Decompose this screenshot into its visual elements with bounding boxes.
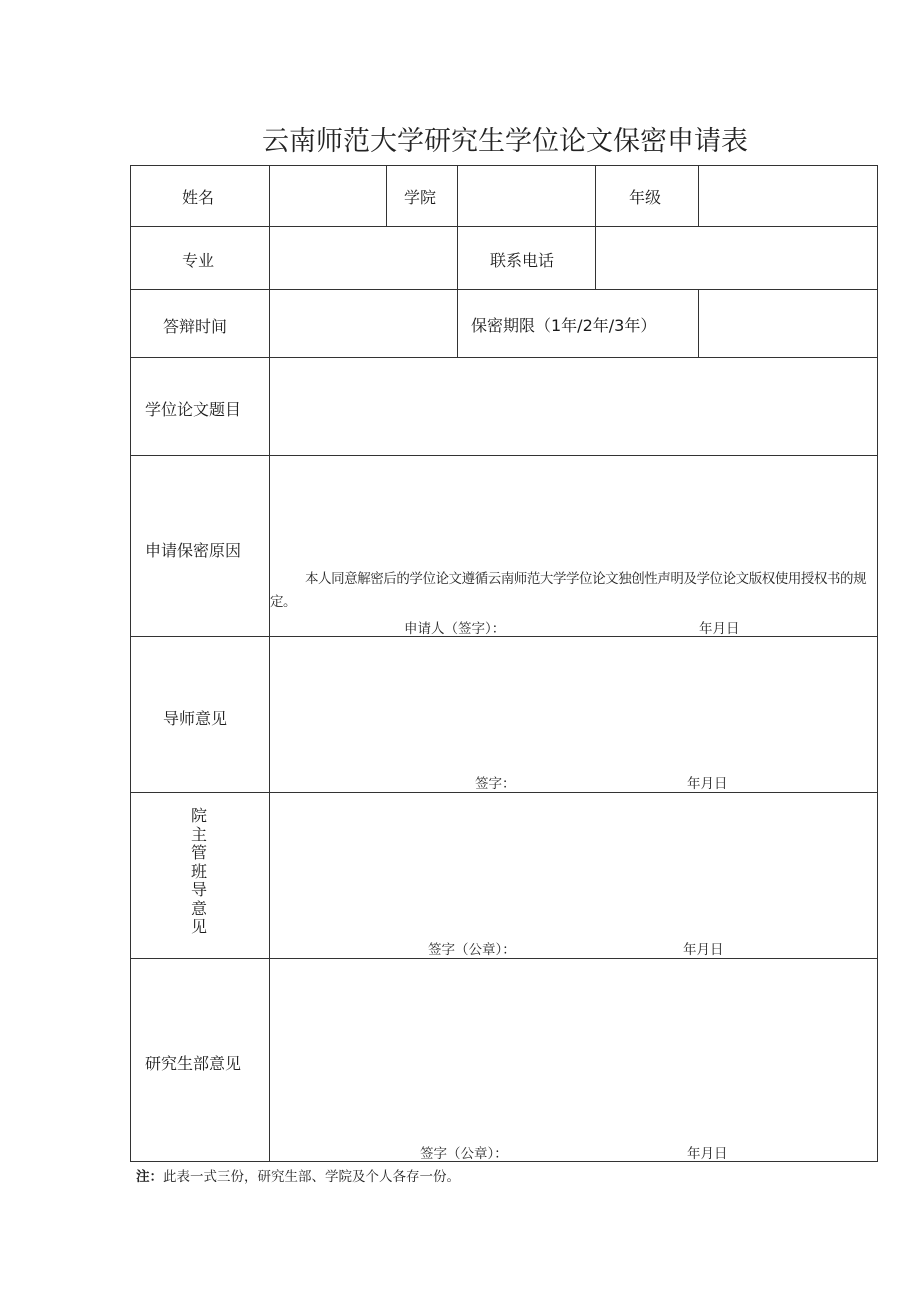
college-seal-signature-label: 签字（公章）： xyxy=(428,942,516,958)
footnote-text: 此表一式三份，研究生部、学院及个人各存一份。 xyxy=(163,1169,460,1185)
row-divider xyxy=(130,289,878,290)
graduate-seal-date: 年月日 xyxy=(687,1146,728,1162)
major-input-cell[interactable] xyxy=(272,229,455,287)
graduate-dept-opinion-input-cell[interactable] xyxy=(272,961,875,1136)
row-divider xyxy=(130,958,878,959)
phone-input-cell[interactable] xyxy=(598,229,875,287)
label-reason: 申请保密原因 xyxy=(145,541,242,560)
footnote xyxy=(136,1165,460,1185)
form-title: 云南师范大学研究生学位论文保密申请表 xyxy=(262,126,748,157)
college-input-cell[interactable] xyxy=(460,168,593,224)
label-thesis-title: 学位论文题目 xyxy=(145,400,242,419)
college-leader-opinion-input-cell[interactable] xyxy=(272,795,875,933)
column-divider xyxy=(595,165,596,290)
applicant-signature-label: 申请人（签字）： xyxy=(404,621,506,637)
advisor-opinion-input-cell[interactable] xyxy=(272,639,875,769)
label-defense-time: 答辩时间 xyxy=(163,317,228,336)
label-grade: 年级 xyxy=(629,188,662,207)
column-divider xyxy=(386,165,387,227)
college-seal-date: 年月日 xyxy=(683,942,724,958)
label-major: 专业 xyxy=(182,251,215,270)
reason-input-cell[interactable] xyxy=(272,458,875,563)
row-divider xyxy=(130,357,878,358)
thesis-title-input-cell[interactable] xyxy=(272,360,875,453)
label-secrecy-period: 保密期限（1年/2年/3年） xyxy=(471,316,657,335)
row-divider xyxy=(130,455,878,456)
declaration-text: 本人同意解密后的学位论文遵循云南师范大学学位论文独创性声明及学位论文版权使用授权书的规定。 xyxy=(270,571,867,610)
label-name: 姓名 xyxy=(182,188,215,207)
advisor-signature-label: 签字： xyxy=(475,776,516,792)
applicant-date: 年月日 xyxy=(699,621,740,637)
secrecy-period-input-cell[interactable] xyxy=(701,292,875,355)
graduate-seal-signature-label: 签字（公章）： xyxy=(420,1146,508,1162)
name-input-cell[interactable] xyxy=(272,168,384,224)
label-college: 学院 xyxy=(404,188,437,207)
footnote-label: 注： xyxy=(136,1169,163,1185)
column-divider xyxy=(269,165,270,1162)
label-phone: 联系电话 xyxy=(490,251,555,270)
column-divider xyxy=(698,165,699,227)
label-college-leader-opinion: 院 主 管 班 导 意 见 xyxy=(190,806,207,936)
row-divider xyxy=(130,226,878,227)
defense-time-input-cell[interactable] xyxy=(272,292,455,355)
grade-input-cell[interactable] xyxy=(701,168,875,224)
label-advisor-opinion: 导师意见 xyxy=(163,709,228,728)
row-divider xyxy=(130,792,878,793)
column-divider xyxy=(457,165,458,358)
label-graduate-dept-opinion: 研究生部意见 xyxy=(145,1054,242,1073)
column-divider xyxy=(698,289,699,358)
advisor-date: 年月日 xyxy=(687,776,728,792)
